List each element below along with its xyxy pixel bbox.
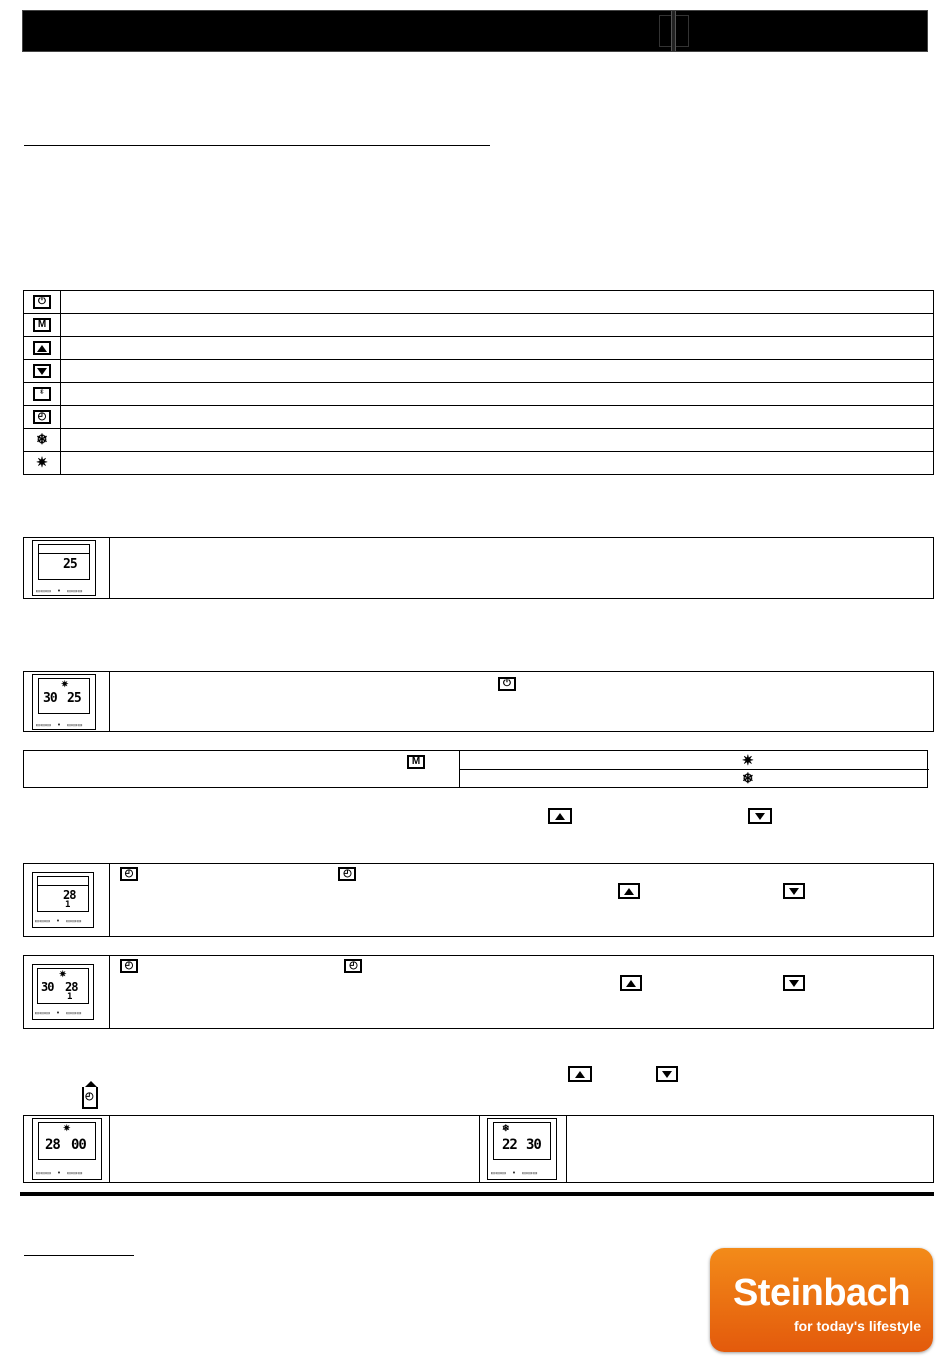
power-icon: ⏻ [33, 295, 51, 309]
standby-display-row [23, 537, 934, 599]
table-row [24, 429, 934, 452]
logo-tagline: for today's lifestyle [793, 1318, 921, 1334]
clock-hours: 28 [45, 1137, 60, 1153]
lcd-timer-off [32, 964, 94, 1020]
cool-indicator-icon: ❄ [502, 1123, 510, 1133]
header-separator [671, 11, 676, 51]
heating-sun-icon: ✷ [36, 454, 48, 470]
row-text [61, 314, 934, 337]
timer-icon: ◴ [338, 867, 356, 881]
lcd-buttons: ▭▭▭ • ▭▭▭ [36, 1169, 83, 1177]
set-temp: 28 [65, 980, 78, 994]
row-text [61, 383, 934, 406]
row-text [61, 337, 934, 360]
down-arrow-icon [783, 883, 805, 899]
row-text [61, 360, 934, 383]
lcd-buttons: ▭▭▭ • ▭▭▭ [36, 587, 83, 595]
heat-indicator-icon: ✷ [59, 969, 67, 979]
room-temp: 30 [43, 691, 57, 706]
lcd-buttons: ▭▭▭ • ▭▭▭ [491, 1169, 538, 1177]
heat-indicator-icon: ✷ [61, 679, 69, 689]
row-text [61, 452, 934, 475]
table-row [24, 452, 934, 475]
steinbach-logo [710, 1248, 933, 1352]
lcd-buttons: ▭▭▭ • ▭▭▭ [35, 917, 82, 925]
timer-icon: ◴ [33, 410, 51, 424]
section-underline [24, 145, 490, 146]
timer-hours: 1 [67, 992, 72, 1002]
lcd-clock-cool [487, 1118, 557, 1180]
table-row [24, 360, 934, 383]
bottom-rule [20, 1192, 934, 1196]
row-text [61, 429, 934, 452]
clock-minutes: 00 [71, 1137, 86, 1153]
up-arrow-icon [568, 1066, 592, 1082]
footer-underline [24, 1255, 134, 1256]
set-temp: 25 [67, 691, 81, 706]
standby-temp: 25 [63, 557, 77, 572]
heating-sun-icon: ✷ [742, 752, 754, 768]
mode-m-icon: M [407, 755, 425, 769]
cooling-snowflake-icon: ❄ [742, 770, 754, 786]
header-bar [22, 10, 928, 52]
table-row [24, 291, 934, 314]
table-row [24, 383, 934, 406]
table-row [24, 314, 934, 337]
table-row [24, 337, 934, 360]
up-arrow-icon [548, 808, 572, 824]
down-arrow-icon [656, 1066, 678, 1082]
timer-icon: ◴ [120, 959, 138, 973]
up-arrow-icon [33, 341, 51, 355]
down-arrow-icon [748, 808, 772, 824]
timer-off-row [23, 955, 934, 1029]
lcd-buttons: ▭▭▭ • ▭▭▭ [36, 721, 83, 729]
power-on-display-row [23, 671, 934, 732]
clock-house-icon: ◴ [82, 1087, 98, 1109]
up-arrow-icon [618, 883, 640, 899]
timer-hours: 1 [65, 900, 70, 910]
logo-name: Steinbach [732, 1272, 911, 1314]
buttons-table [23, 290, 934, 475]
lcd-clock-heat [32, 1118, 102, 1180]
up-arrow-icon [620, 975, 642, 991]
mode-m-icon: M [33, 318, 51, 332]
row-text [61, 291, 934, 314]
timer-icon: ◴ [344, 959, 362, 973]
clock-minutes: 30 [526, 1137, 541, 1153]
cooling-snowflake-icon: ❄ [36, 431, 48, 447]
table-row [24, 406, 934, 429]
timer-temp: 28 [63, 888, 76, 902]
lcd-buttons: ▭▭▭ • ▭▭▭ [35, 1009, 82, 1017]
timer-on-row [23, 863, 934, 937]
lcd-timer-on [32, 872, 94, 928]
clock-hours: 22 [502, 1137, 517, 1153]
timer-icon: ◴ [120, 867, 138, 881]
mode-table [23, 750, 928, 788]
fan-icon: ᵋ [33, 387, 51, 401]
down-arrow-icon [783, 975, 805, 991]
room-temp: 30 [41, 980, 54, 994]
power-icon: ⏻ [498, 677, 516, 691]
lcd-on [32, 674, 96, 730]
down-arrow-icon [33, 364, 51, 378]
lcd-standby [32, 540, 96, 596]
clock-display-row [23, 1115, 934, 1183]
heat-indicator-icon: ✷ [63, 1123, 71, 1133]
row-text [61, 406, 934, 429]
